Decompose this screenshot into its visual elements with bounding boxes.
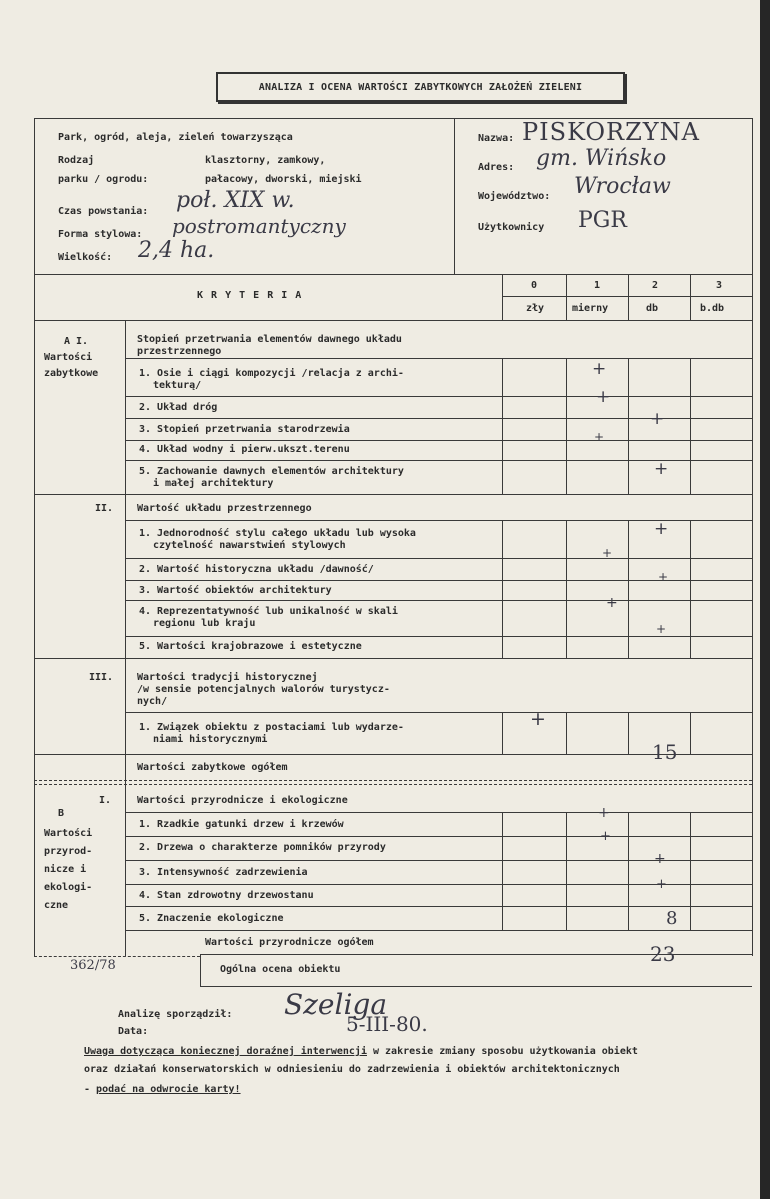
a-i-row1-line	[125, 396, 752, 397]
a-iii-title-bottom-line	[125, 712, 752, 713]
note-line2: oraz działań konserwatorskich w odniesieniu do zadrzewienia i obiektów architektonicznych	[84, 1064, 620, 1075]
overall-label: Ogólna ocena obiektu	[220, 964, 341, 975]
score-header-mid-line	[502, 296, 752, 297]
b-row1-line	[125, 836, 752, 837]
a-i-item5-line2: i małej architektury	[153, 478, 274, 489]
b-total-label: Wartości przyrodnicze ogółem	[205, 937, 374, 948]
score-2-num: 2	[652, 280, 659, 291]
a-ii-item1-line2: czytelność nawarstwień stylowych	[153, 540, 346, 551]
a-total-value: 15	[652, 740, 678, 764]
uzytkownicy-value: PGR	[578, 208, 627, 233]
a-ii-item2: 2. Wartość historyczna układu /dawność/	[139, 564, 374, 575]
score-0-num: 0	[531, 280, 538, 291]
a-iii-roman: III.	[89, 672, 114, 683]
mark-a-i-3: +	[650, 409, 665, 429]
overall-bottom-line	[200, 986, 752, 987]
mark-a-ii-2: +	[602, 546, 613, 560]
criteria-header-bottom-line	[34, 320, 752, 321]
rodzaj-options-2: pałacowy, dworski, miejski	[205, 174, 362, 185]
score-col-line-1	[566, 274, 567, 320]
b-grid-v2	[628, 812, 629, 930]
section-b-letter: B	[58, 808, 65, 819]
double-separator-1	[34, 780, 752, 781]
a-iii-row1-line	[34, 754, 752, 755]
a-grid-v0a	[502, 358, 503, 396]
a-ii-item1-line1: 1. Jednorodność stylu całego układu lub wysoka	[139, 528, 416, 539]
a-iii-title2: /w sensie potencjalnych walorów turystycz-	[137, 684, 390, 695]
a-i-title1: Stopień przetrwania elementów dawnego układu	[137, 334, 402, 345]
a-i-item3: 3. Stopień przetrwania starodrzewia	[139, 424, 350, 435]
frame-right-line	[752, 118, 753, 956]
forma-value: postromantyczny	[172, 214, 346, 238]
section-b-label2: przyrod-	[44, 846, 93, 857]
a-ii-item5: 5. Wartości krajobrazowe i estetyczne	[139, 641, 362, 652]
a-grid-v0c	[502, 520, 503, 658]
score-3-label: b.db	[700, 303, 725, 314]
a-grid-v1d	[566, 712, 567, 754]
mark-a-i-5: +	[654, 459, 669, 479]
mark-a-i-4: +	[594, 430, 605, 444]
a-ii-title: Wartość układu przestrzennego	[137, 503, 312, 514]
score-1-num: 1	[594, 280, 601, 291]
b-title: Wartości przyrodnicze i ekologiczne	[137, 795, 348, 806]
score-1-label: mierny	[572, 303, 609, 314]
a-grid-v3d	[690, 712, 691, 754]
mark-a-ii-4: +	[606, 595, 618, 611]
a-iii-item1-line1: 1. Związek obiektu z postaciami lub wydarze-	[139, 722, 404, 733]
dark-scan-edge	[760, 0, 770, 1199]
signature: Szeliga	[284, 988, 388, 1021]
a-grid-v3a	[690, 358, 691, 494]
b-bottom-dash-left	[34, 956, 200, 957]
score-3-num: 3	[716, 280, 723, 291]
a-i-item1-line1: 1. Osie i ciągi kompozycji /relacja z archi-	[139, 368, 404, 379]
date-label: Data:	[118, 1026, 149, 1037]
wojewodztwo-value: Wrocław	[574, 174, 671, 199]
a-grid-v0b	[502, 396, 503, 494]
uzytkownicy-label: Użytkownicy	[478, 222, 545, 233]
a-ii-row4-line	[125, 636, 752, 637]
overall-value: 23	[650, 942, 676, 966]
b-item1: 1. Rzadkie gatunki drzew i krzewów	[139, 819, 344, 830]
nazwa-value: PISKORZYNA	[522, 118, 700, 146]
a-i-title-bottom-line	[125, 358, 752, 359]
score-2-label: db	[646, 303, 659, 314]
rodzaj-label2: parku / ogrodu:	[58, 174, 149, 185]
a-i-row3-line	[125, 440, 752, 441]
a-ii-roman: II.	[95, 503, 114, 514]
b-total-value: 8	[666, 908, 678, 929]
a-i-title2: przestrzennego	[137, 346, 222, 357]
wojewodztwo-label: Województwo:	[478, 191, 551, 202]
section-b-label3: nicze i	[44, 864, 87, 875]
adres-value: gm. Wińsko	[536, 146, 667, 171]
note-line1-underlined: Uwaga dotycząca koniecznej doraźnej interwencji	[84, 1046, 367, 1057]
b-grid-v1	[566, 812, 567, 930]
a-grid-v1a	[566, 358, 567, 494]
note-line1	[84, 1046, 638, 1058]
section-b-roman: I.	[99, 795, 112, 806]
a-i-item2: 2. Układ dróg	[139, 402, 218, 413]
a-grid-v0d	[502, 712, 503, 754]
type-line: Park, ogród, aleja, zieleń towarzysząca	[58, 132, 293, 143]
mark-a-i-2: +	[596, 387, 611, 407]
nazwa-label: Nazwa:	[478, 133, 515, 144]
score-col-line-0	[502, 274, 503, 320]
reference-number: 362/78	[70, 958, 116, 973]
overall-left-line	[200, 954, 201, 986]
section-b-label5: czne	[44, 900, 69, 911]
mark-b-1: +	[598, 805, 610, 821]
mark-a-i-1: +	[592, 359, 607, 379]
rodzaj-label: Rodzaj	[58, 155, 95, 166]
mark-a-iii-1: +	[530, 708, 546, 730]
mark-a-ii-3: +	[658, 570, 669, 584]
a-ii-item4-line1: 4. Reprezentatywność lub unikalność w skali	[139, 606, 398, 617]
a-ii-row5-line	[34, 658, 752, 659]
wielkosc-value: 2,4 ha.	[138, 238, 215, 263]
a-iii-item1-line2: niami historycznymi	[153, 734, 268, 745]
prepared-label: Analizę sporządził:	[118, 1009, 233, 1020]
frame-left-line	[34, 118, 35, 956]
a-i-item5-line1: 5. Zachowanie dawnych elementów architektury	[139, 466, 404, 477]
a-grid-v2c	[628, 520, 629, 658]
czas-value: poł. XIX w.	[176, 188, 295, 213]
section-b-label1: Wartości	[44, 828, 93, 839]
forma-label: Forma stylowa:	[58, 229, 143, 240]
b-item2: 2. Drzewa o charakterze pomników przyrody	[139, 842, 386, 853]
b-item5: 5. Znaczenie ekologiczne	[139, 913, 284, 924]
kryteria-header: K R Y T E R I A	[197, 290, 303, 301]
section-a-label2: zabytkowe	[44, 368, 99, 379]
wielkosc-label: Wielkość:	[58, 252, 113, 263]
adres-label: Adres:	[478, 162, 515, 173]
note-line3-underlined: podać na odwrocie karty!	[96, 1084, 241, 1095]
mark-a-ii-1: +	[654, 519, 669, 539]
czas-label: Czas powstania:	[58, 206, 149, 217]
note-line3	[84, 1084, 241, 1096]
b-row4-line	[125, 906, 752, 907]
a-ii-row3-line	[125, 600, 752, 601]
a-grid-v1c	[566, 520, 567, 658]
a-i-item1-line2: tekturą/	[153, 380, 202, 391]
form-title	[216, 72, 625, 102]
a-ii-row1-line	[125, 558, 752, 559]
a-ii-item3: 3. Wartość obiektów architektury	[139, 585, 332, 596]
mark-b-3: +	[654, 851, 666, 867]
a-iii-title3: nych/	[137, 696, 168, 707]
b-item3: 3. Intensywność zadrzewienia	[139, 867, 308, 878]
a-i-item4: 4. Układ wodny i pierw.ukszt.terenu	[139, 444, 350, 455]
rodzaj-options-1: klasztorny, zamkowy,	[205, 155, 326, 166]
a-total-label: Wartości zabytkowe ogółem	[137, 762, 288, 773]
section-a-roman: A I.	[64, 336, 89, 347]
a-iii-title1: Wartości tradycji historycznej	[137, 672, 318, 683]
note-line3-dash: -	[84, 1084, 97, 1095]
score-col-line-2	[628, 274, 629, 320]
b-grid-v3	[690, 812, 691, 930]
double-separator-2	[34, 784, 752, 785]
b-title-bottom-line	[125, 812, 752, 813]
a-grid-v2a	[628, 358, 629, 494]
b-row5-line	[125, 930, 752, 931]
a-grid-v3c	[690, 520, 691, 658]
header-divider	[454, 118, 455, 274]
score-0-label: zły	[526, 303, 545, 314]
a-ii-item4-line2: regionu lub kraju	[153, 618, 256, 629]
a-i-row5-line	[34, 494, 752, 495]
mark-a-ii-5: +	[656, 622, 667, 636]
header-bottom-line	[34, 274, 752, 275]
mark-b-2: +	[600, 829, 611, 844]
mark-b-4: +	[656, 877, 667, 892]
date-value: 5-III-80.	[346, 1012, 428, 1036]
section-a-label1: Wartości	[44, 352, 93, 363]
score-col-line-3	[690, 274, 691, 320]
a-grid-v2d	[628, 712, 629, 754]
b-grid-v0	[502, 812, 503, 930]
note-line1-rest: w zakresie zmiany sposobu użytkowania obiekt	[366, 1046, 638, 1057]
form-title-text: ANALIZA I OCENA WARTOŚCI ZABYTKOWYCH ZAŁOŻEŃ ZIELENI	[258, 81, 583, 93]
section-b-label4: ekologi-	[44, 882, 93, 893]
b-item4: 4. Stan zdrowotny drzewostanu	[139, 890, 314, 901]
